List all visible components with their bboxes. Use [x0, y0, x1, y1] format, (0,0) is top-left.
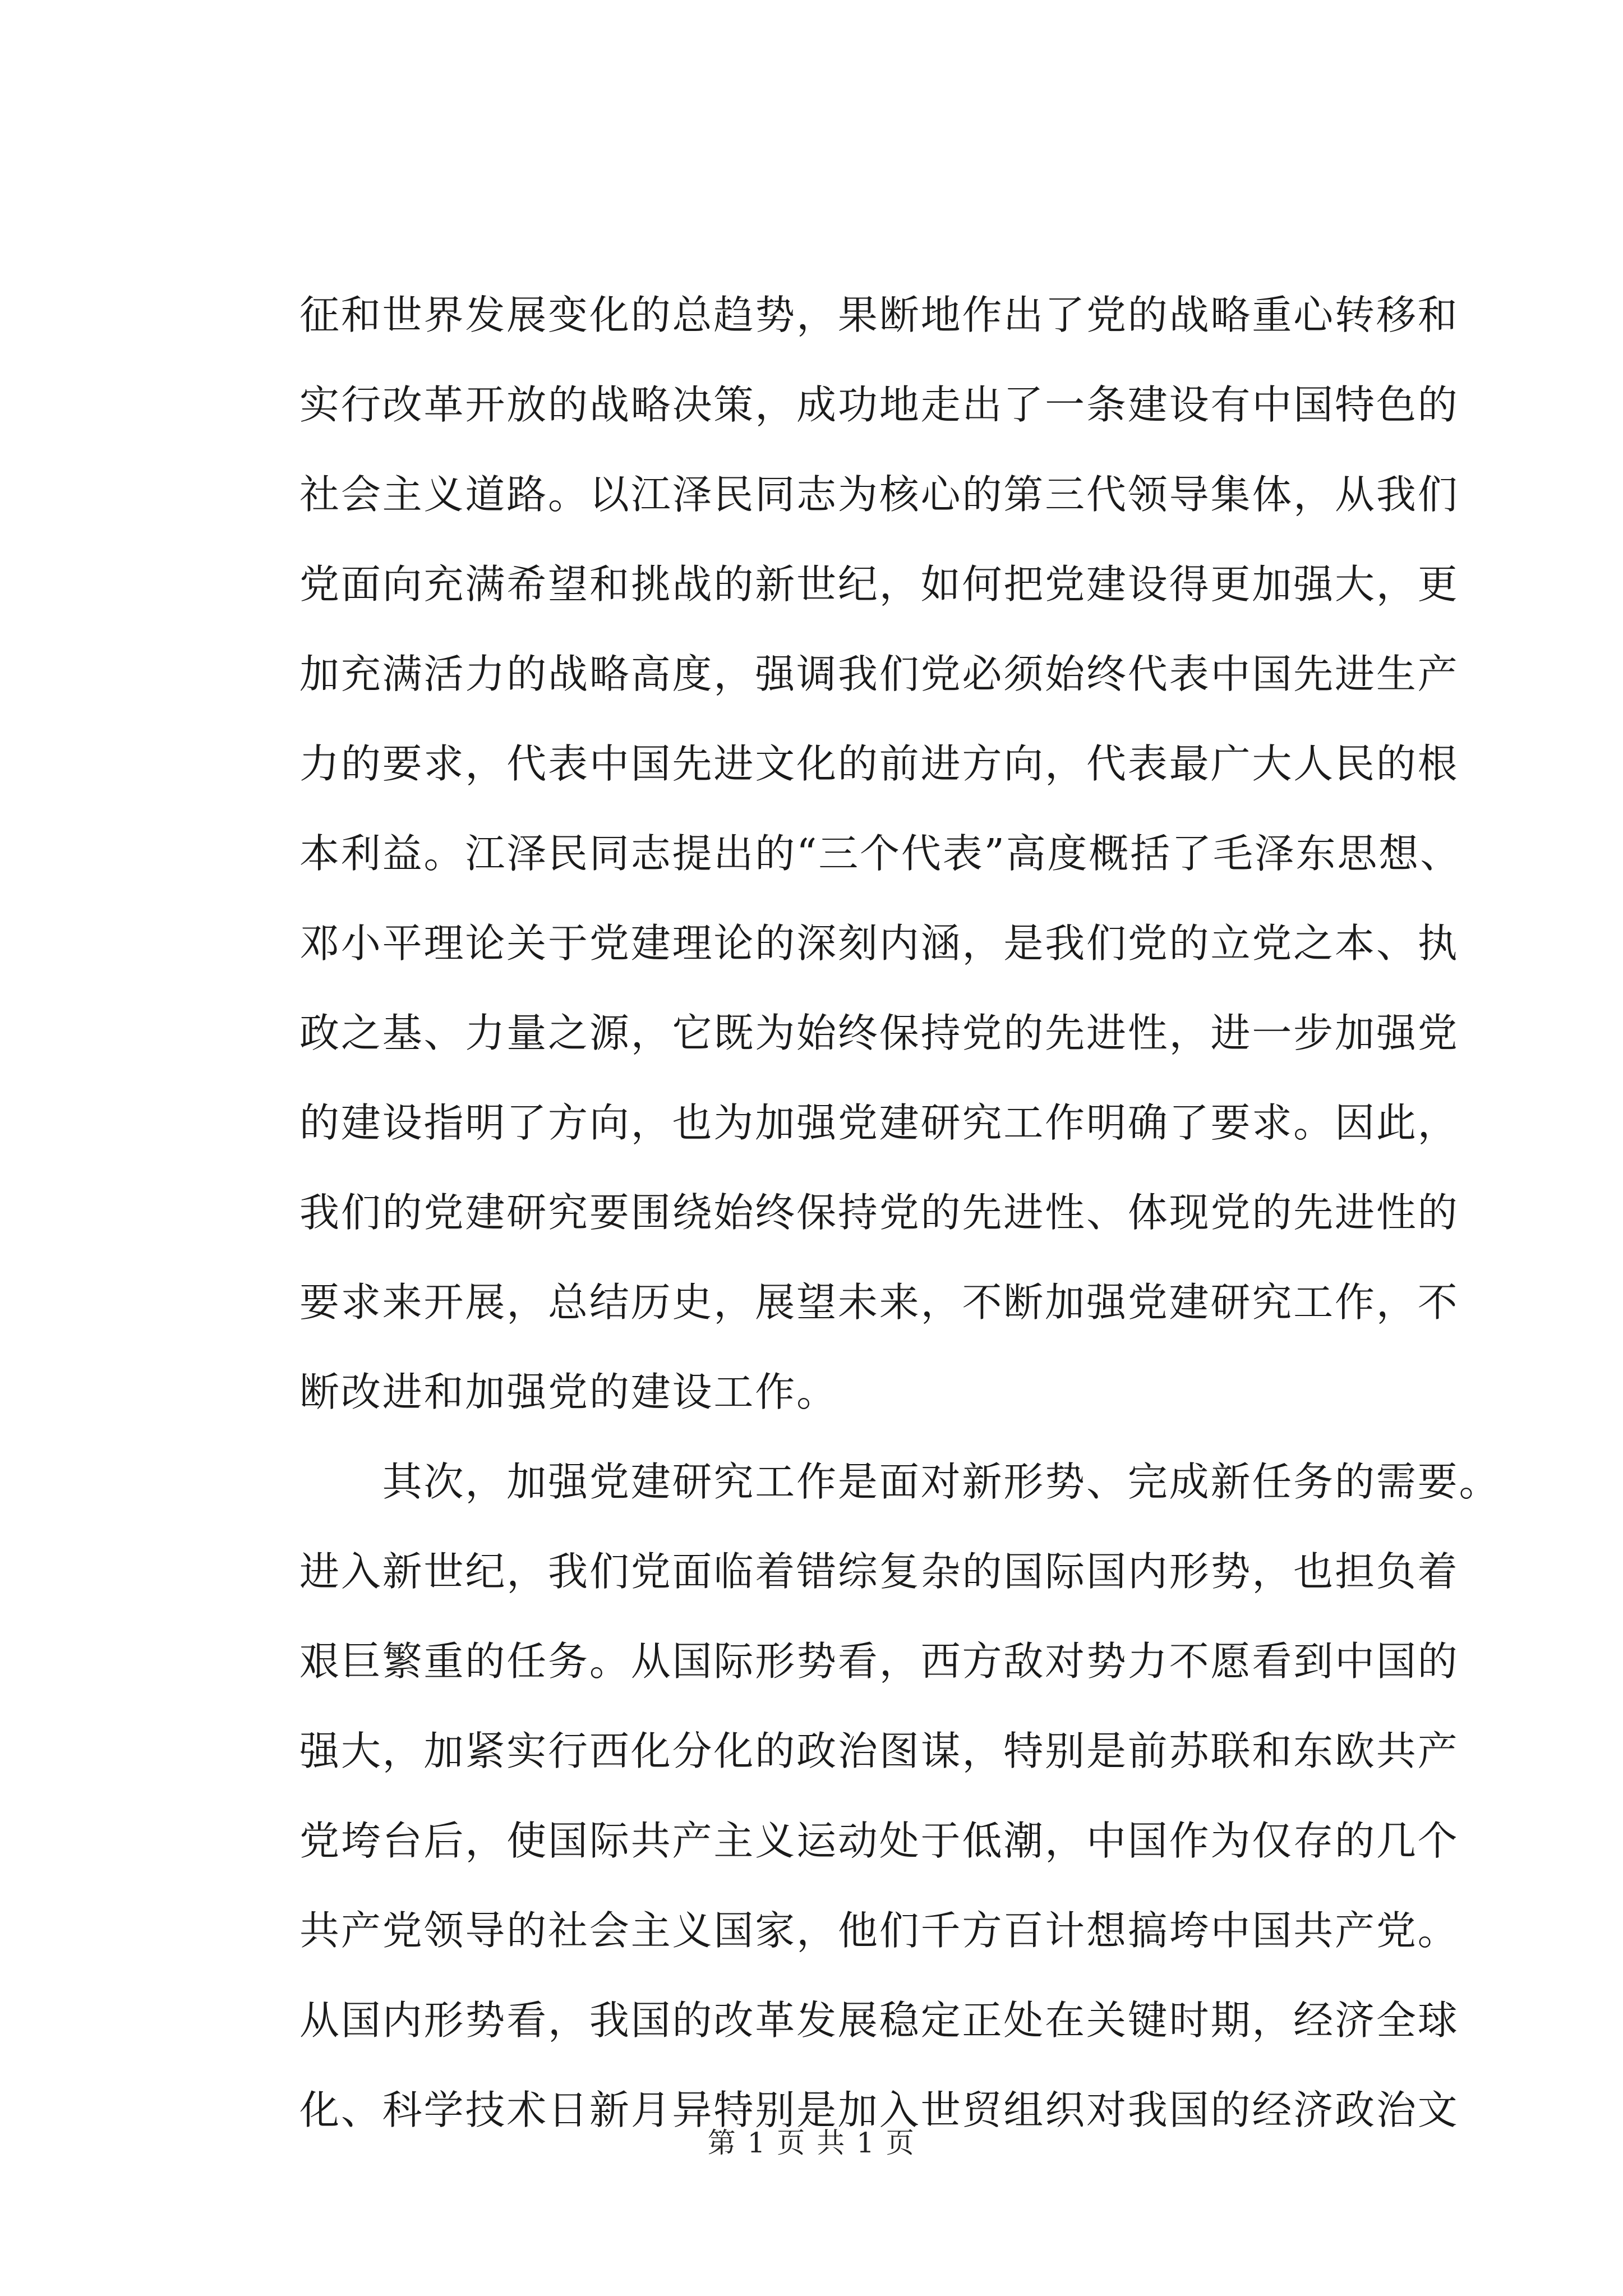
text-line: 化、科学技术日新月异特别是加入世贸组织对我国的经济政治文 [299, 2087, 1459, 2133]
text-line: 我们的党建研究要围绕始终保持党的先进性、体现党的先进性的 [299, 1189, 1459, 1236]
page-footer: 第 1 页 共 1 页 [707, 2127, 916, 2159]
body-text [299, 270, 1501, 2155]
text-line: 从国内形势看，我国的改革发展稳定正处在关键时期，经济全球 [299, 1997, 1459, 2044]
text-line: 进入新世纪，我们党面临着错综复杂的国际国内形势，也担负着 [299, 1548, 1459, 1595]
text-line: 力的要求，代表中国先进文化的前进方向，代表最广大人民的根 [299, 740, 1459, 787]
text-line: 加充满活力的战略高度，强调我们党必须始终代表中国先进生产 [299, 651, 1459, 697]
text-line: 共产党领导的社会主义国家，他们千方百计想搞垮中国共产党。 [299, 1907, 1459, 1954]
text-line: 党面向充满希望和挑战的新世纪，如何把党建设得更加强大，更 [299, 561, 1459, 608]
text-line: 艰巨繁重的任务。从国际形势看，西方敌对势力不愿看到中国的 [299, 1638, 1459, 1685]
paragraph-start-line: 其次，加强党建研究工作是面对新形势、完成新任务的需要。 [299, 1458, 1501, 1505]
text-line: 政之基、力量之源，它既为始终保持党的先进性，进一步加强党 [299, 1010, 1459, 1056]
text-line: 本利益。江泽民同志提出的“三个代表”高度概括了毛泽东思想、 [299, 830, 1461, 877]
text-line: 征和世界发展变化的总趋势，果断地作出了党的战略重心转移和 [299, 292, 1459, 338]
text-line: 强大，加紧实行西化分化的政治图谋，特别是前苏联和东欧共产 [299, 1728, 1459, 1774]
text-line: 邓小平理论关于党建理论的深刻内涵，是我们党的立党之本、执 [299, 920, 1459, 967]
text-line: 社会主义道路。以江泽民同志为核心的第三代领导集体，从我们 [299, 471, 1459, 518]
paragraph-end-line: 断改进和加强党的建设工作。 [299, 1369, 838, 1415]
text-line: 要求来开展，总结历史，展望未来，不断加强党建研究工作，不 [299, 1279, 1459, 1326]
text-line: 的建设指明了方向，也为加强党建研究工作明确了要求。因此， [299, 1099, 1459, 1146]
text-line: 实行改革开放的战略决策，成功地走出了一条建设有中国特色的 [299, 381, 1459, 428]
text-line: 党垮台后，使国际共产主义运动处于低潮，中国作为仅存的几个 [299, 1818, 1459, 1864]
